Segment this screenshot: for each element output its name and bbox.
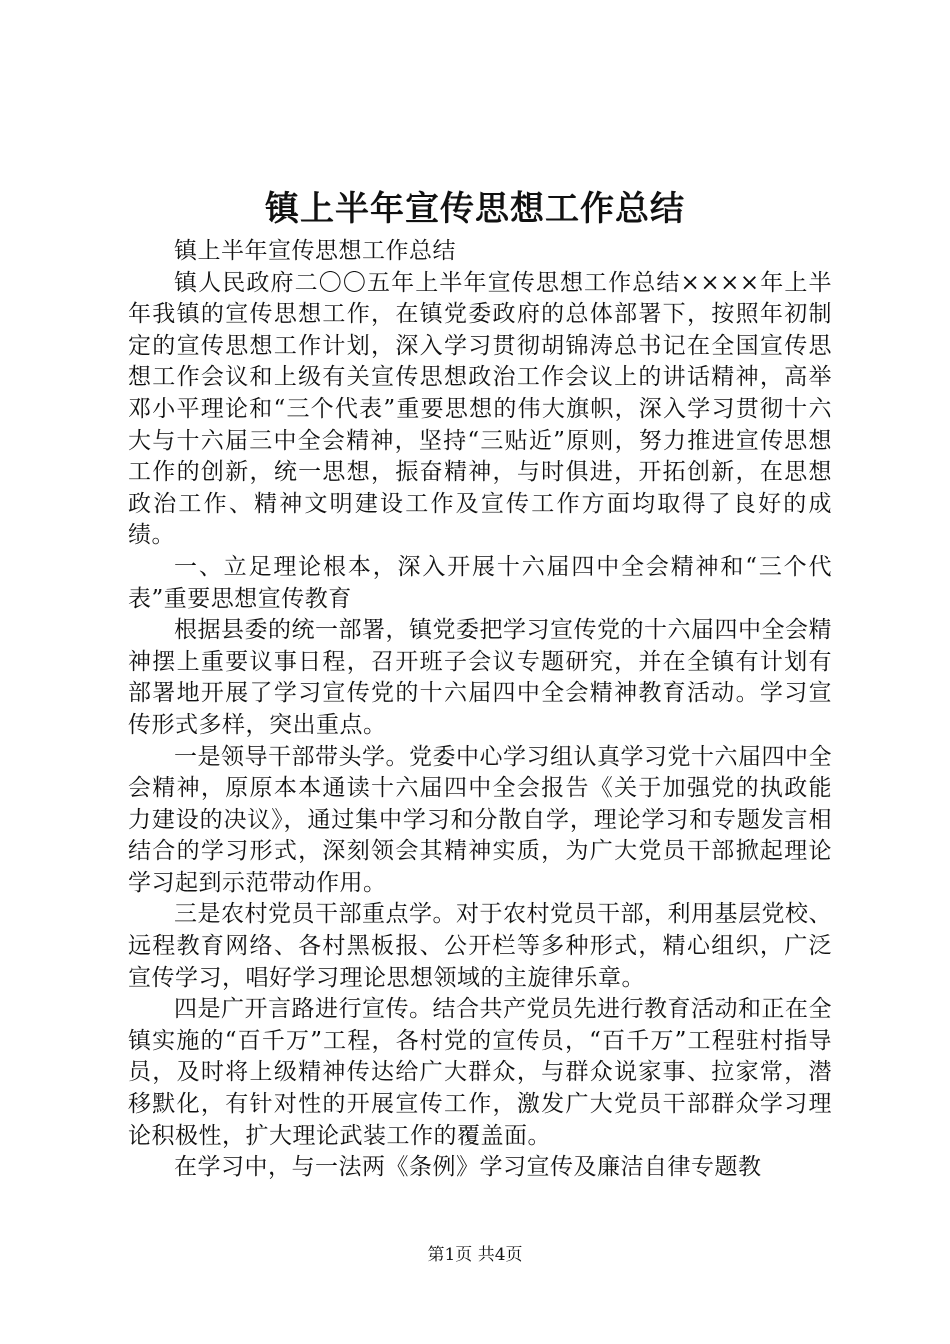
paragraph: 一是领导干部带头学。党委中心学习组认真学习党十六届四中全会精神，原原本本通读十六届四中全会报告《关于加强党的执政能力建设的决议》，通过集中学习和分散自学，理论学习和专题发言相结合的学习形式，深刻领会其精神实质，为广大党员干部掀起理论学习起到示范带动作用。 [128,743,832,896]
paragraph: 在学习中，与一法两《条例》学习宣传及廉洁自律专题教 [174,1154,762,1181]
paragraph-intro: 镇人民政府二〇〇五年上半年宣传思想工作总结××××年上半年我镇的宣传思想工作，在镇党委政府的总体部署下，按照年初制定的宣传思想工作计划，深入学习贯彻胡锦涛总书记在全国宣传思想工作会议和上级有关宣传思想政治工作会议上的讲话精神，高举邓小平理论和“三个代表”重要思想的伟大旗帜，深入学习贯彻十六大与十六届三中全会精神，坚持“三贴近”原则，努力推进宣传思想工作的创新，统一思想，振奋精神，与时俱进，开拓创新，在思想政治工作、精神文明建设工作及宣传工作方面均取得了良好的成绩。 [128,269,832,549]
page-number-footer: 第1页 共4页 [427,1245,523,1265]
paragraph: 四是广开言路进行宣传。结合共产党员先进行教育活动和正在全镇实施的“百千万”工程，各村党的宣传员，“百千万”工程驻村指导员，及时将上级精神传达给广大群众，与群众说家事、拉家常，潜移默化，有针对性的开展宣传工作，激发广大党员干部群众学习理论积极性，扩大理论武装工作的覆盖面。 [128,996,832,1149]
paragraph: 三是农村党员干部重点学。对于农村党员干部，利用基层党校、远程教育网络、各村黑板报、公开栏等多种形式，精心组织，广泛宣传学习，唱好学习理论思想领域的主旋律乐章。 [128,901,832,991]
document-body [128,236,832,1184]
paragraph-subtitle: 镇上半年宣传思想工作总结 [174,238,456,264]
paragraph: 根据县委的统一部署，镇党委把学习宣传党的十六届四中全会精神摆上重要议事日程，召开班子会议专题研究，并在全镇有计划有部署地开展了学习宣传党的十六届四中全会精神教育活动。学习宣传形式多样，突出重点。 [128,617,832,738]
section-heading-1: 一、立足理论根本，深入开展十六届四中全会精神和“三个代表”重要思想宣传教育 [128,553,832,612]
document-title: 镇上半年宣传思想工作总结 [265,189,685,229]
